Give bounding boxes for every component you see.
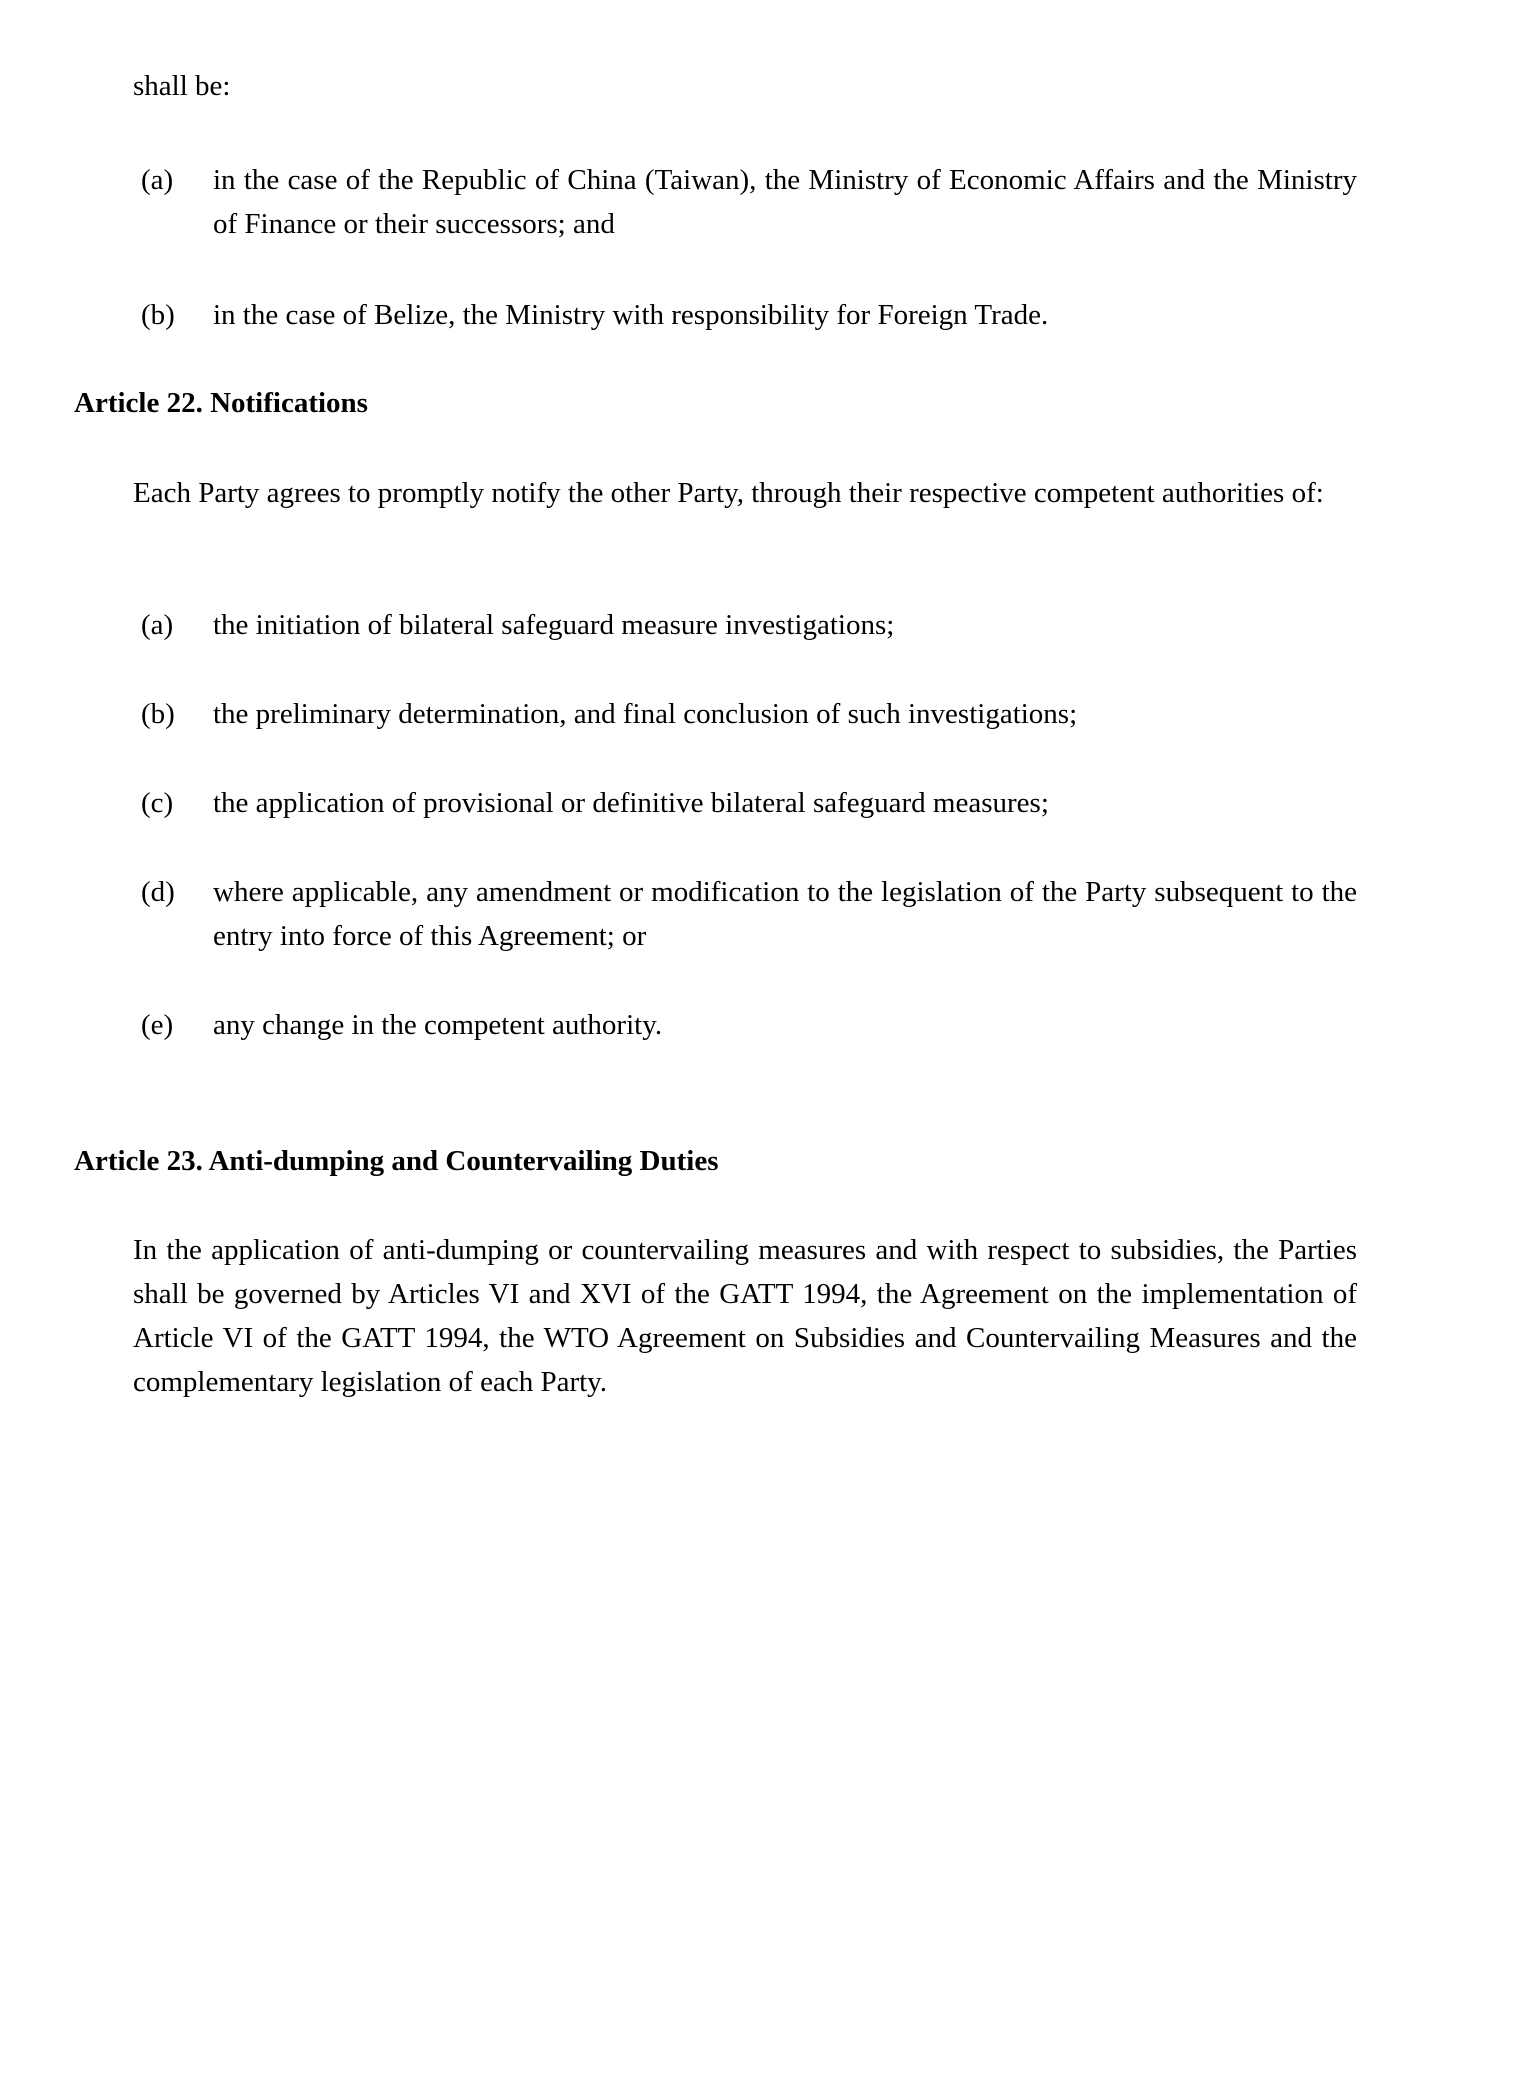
list-item-text: the preliminary determination, and final conclusion of such investigations; [213, 698, 1078, 730]
list-marker: (b) [141, 698, 175, 730]
list-item-text: in the case of Belize, the Ministry with responsibility for Foreign Trade. [213, 299, 1049, 331]
article-22-intro: Each Party agrees to promptly notify the other Party, through their respective competent authorities of: [133, 477, 1324, 509]
article-22-heading: Article 22. Notifications [74, 387, 368, 419]
list-marker: (d) [141, 876, 175, 908]
list-item-text: in the case of the Republic of China (Taiwan), the Ministry of Economic Affairs and the Ministry of Finance or their successors; and [213, 164, 1357, 240]
article-23-body: In the application of anti-dumping or countervailing measures and with respect to subsidies, the Parties shall be governed by Articles VI and XVI of the GATT 1994, the Agreement on the implementation of Article VI of the GATT 1994, the WTO Agreement on Subsidies and Countervailing Measures and the complementary legislation of each Party. [133, 1234, 1357, 1398]
article-23-heading: Article 23. Anti-dumping and Countervailing Duties [74, 1145, 719, 1177]
list-marker: (a) [141, 164, 174, 196]
list-item-text: the application of provisional or definitive bilateral safeguard measures; [213, 787, 1049, 819]
list-marker: (c) [141, 787, 174, 819]
list-item-text: the initiation of bilateral safeguard measure investigations; [213, 609, 895, 641]
list-marker: (b) [141, 299, 175, 331]
continuation-intro: shall be: [133, 70, 231, 102]
list-item-text: any change in the competent authority. [213, 1009, 663, 1041]
list-marker: (e) [141, 1009, 174, 1041]
list-item-text: where applicable, any amendment or modification to the legislation of the Party subsequent to the entry into force of this Agreement; or [213, 876, 1357, 952]
list-marker: (a) [141, 609, 174, 641]
